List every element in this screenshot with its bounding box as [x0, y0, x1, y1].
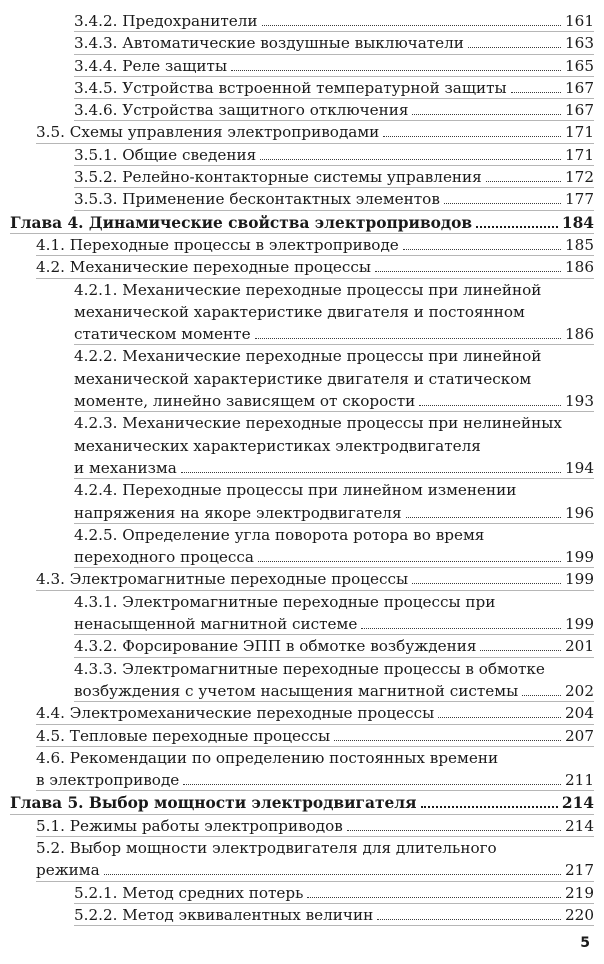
- toc-entry[interactable]: [36, 747, 594, 792]
- toc-page-number: 199: [565, 570, 594, 589]
- toc-entry-title: 4.6. Рекомендации по определению постоянных времени: [36, 748, 499, 767]
- toc-entry[interactable]: [74, 99, 594, 121]
- dot-leader: [476, 226, 558, 228]
- toc-entry[interactable]: [74, 345, 594, 412]
- toc-page-number: 217: [565, 861, 594, 880]
- toc-entry-line: [74, 479, 594, 501]
- toc-entry-title: 5.2. Выбор мощности электродвигателя для длительного: [36, 838, 497, 857]
- toc-entry[interactable]: [74, 10, 594, 32]
- dot-leader: [347, 830, 561, 831]
- toc-entry-line: [10, 212, 594, 234]
- toc-page-number: 193: [565, 392, 594, 411]
- toc-entry-line: [74, 99, 594, 121]
- toc-entry-title: 3.4.4. Реле защиты: [74, 56, 228, 75]
- toc-entry-title: 4.5. Тепловые переходные процессы: [36, 726, 331, 745]
- toc-page-number: 196: [565, 503, 594, 522]
- toc-entry[interactable]: [74, 166, 594, 188]
- toc-entry[interactable]: [36, 234, 594, 256]
- toc-entry[interactable]: [74, 55, 594, 77]
- toc-entry-title: 5.1. Режимы работы электроприводов: [36, 816, 343, 835]
- dot-leader: [262, 25, 562, 26]
- toc-page-number: 204: [565, 704, 594, 723]
- toc-entry-line: [36, 234, 594, 256]
- toc-entry-line: [74, 390, 594, 412]
- toc-entry-title: и механизма: [74, 458, 177, 477]
- toc-entry-title: Глава 5. Выбор мощности электродвигателя: [10, 794, 417, 813]
- toc-entry-title: 3.5.2. Релейно-контакторные системы управления: [74, 168, 482, 187]
- toc-entry-title: 3.5. Схемы управления электроприводами: [36, 123, 380, 142]
- toc-page-number: 184: [561, 213, 594, 232]
- toc-page-number: 207: [565, 726, 594, 745]
- toc-entry-title: механических характеристиках электродвигателя: [74, 436, 481, 455]
- toc-entry-title: 4.2.2. Механические переходные процессы при линейной: [74, 347, 542, 366]
- toc-page-number: 171: [565, 123, 594, 142]
- toc-chapter[interactable]: [10, 792, 594, 814]
- toc-entry-line: [36, 837, 594, 859]
- toc-entry-line: [74, 323, 594, 345]
- toc-entry-line: [36, 769, 594, 791]
- toc-page-number: 199: [565, 548, 594, 567]
- toc-entry-title: 3.5.1. Общие сведения: [74, 145, 257, 164]
- dot-leader: [511, 92, 561, 93]
- toc-page-number: 185: [565, 235, 594, 254]
- toc-entry-line: [74, 502, 594, 524]
- toc-entry-title: механической характеристике двигателя и статическом: [74, 369, 532, 388]
- toc-page-number: 201: [565, 637, 594, 656]
- toc-entry-line: [36, 815, 594, 837]
- toc-entry-title: возбуждения с учетом насыщения магнитной системы: [74, 681, 519, 700]
- dot-leader: [480, 650, 561, 651]
- dot-leader: [258, 561, 561, 562]
- dot-leader: [412, 583, 561, 584]
- dot-leader: [412, 114, 561, 115]
- toc-entry-title: механической характеристике двигателя и постоянном: [74, 302, 525, 321]
- toc-entry-line: [74, 10, 594, 32]
- toc-entry-line: [74, 882, 594, 904]
- toc-entry-line: [10, 792, 594, 814]
- dot-leader: [419, 405, 561, 406]
- row-divider: [36, 790, 594, 791]
- toc-entry-line: [74, 345, 594, 367]
- toc-chapter[interactable]: [10, 212, 594, 234]
- toc-entry-title: 4.1. Переходные процессы в электроприводе: [36, 235, 399, 254]
- toc-entry-line: [74, 301, 594, 323]
- toc-entry-title: 4.4. Электромеханические переходные процессы: [36, 704, 435, 723]
- toc-entry-title: 4.3.1. Электромагнитные переходные процессы при: [74, 592, 496, 611]
- dot-leader: [183, 784, 561, 785]
- toc-entry[interactable]: [74, 591, 594, 636]
- toc-entry-title: 4.2.1. Механические переходные процессы при линейной: [74, 280, 542, 299]
- toc-entry-line: [36, 859, 594, 881]
- toc-page-number: 163: [565, 34, 594, 53]
- toc-entry-line: [74, 613, 594, 635]
- dot-leader: [361, 628, 561, 629]
- toc-entry[interactable]: [36, 815, 594, 837]
- toc-entry[interactable]: [36, 725, 594, 747]
- toc-entry[interactable]: [36, 121, 594, 143]
- toc-entry-line: [36, 725, 594, 747]
- toc-page-number: 219: [565, 883, 594, 902]
- dot-leader: [231, 70, 561, 71]
- toc-entry[interactable]: [74, 524, 594, 569]
- toc-entry[interactable]: [74, 412, 594, 479]
- toc-page-number: 172: [565, 168, 594, 187]
- toc-page-number: 165: [565, 56, 594, 75]
- toc-entry-title: 3.4.5. Устройства встроенной температурной защиты: [74, 78, 507, 97]
- toc-entry[interactable]: [36, 702, 594, 724]
- dot-leader: [307, 897, 561, 898]
- toc-entry[interactable]: [74, 479, 594, 524]
- toc-page-number: 194: [565, 458, 594, 477]
- toc-page-number: 177: [565, 190, 594, 209]
- dot-leader: [406, 517, 561, 518]
- toc-entry-title: ненасыщенной магнитной системе: [74, 615, 358, 634]
- toc-entry[interactable]: [74, 904, 594, 926]
- toc-entry-line: [74, 55, 594, 77]
- toc-entry-title: 3.4.6. Устройства защитного отключения: [74, 101, 409, 120]
- toc-entry-title: 3.5.3. Применение бесконтактных элементов: [74, 190, 440, 209]
- toc-entry[interactable]: [74, 279, 594, 346]
- toc-entry-line: [74, 144, 594, 166]
- toc-page-number: 186: [565, 325, 594, 344]
- toc-entry-line: [74, 166, 594, 188]
- toc-entry-line: [36, 747, 594, 769]
- toc-entry-line: [74, 368, 594, 390]
- row-divider: [74, 210, 594, 211]
- toc-entry-line: [74, 457, 594, 479]
- toc-page-number: 202: [565, 681, 594, 700]
- toc-entry-line: [74, 279, 594, 301]
- toc-entry[interactable]: [74, 658, 594, 703]
- toc-entry-title: 3.4.3. Автоматические воздушные выключатели: [74, 34, 464, 53]
- dot-leader: [522, 695, 561, 696]
- toc-page-number: 171: [565, 145, 594, 164]
- dot-leader: [438, 717, 561, 718]
- toc-entry-title: моменте, линейно зависящем от скорости: [74, 392, 416, 411]
- toc-entry-title: 4.3. Электромагнитные переходные процессы: [36, 570, 409, 589]
- toc-entry-line: [74, 524, 594, 546]
- toc-entry[interactable]: [74, 882, 594, 904]
- toc-entry-line: [74, 77, 594, 99]
- toc-entry-line: [74, 546, 594, 568]
- toc-entry[interactable]: [74, 144, 594, 166]
- dot-leader: [377, 919, 561, 920]
- dot-leader: [421, 806, 558, 808]
- toc-page-number: 167: [565, 101, 594, 120]
- toc-page-number: 199: [565, 615, 594, 634]
- toc-entry-line: [36, 568, 594, 590]
- toc-entry-line: [74, 435, 594, 457]
- toc-entry-title: 5.2.1. Метод средних потерь: [74, 883, 304, 902]
- page-number: 5: [580, 935, 590, 951]
- toc-page-number: 186: [565, 258, 594, 277]
- dot-leader: [486, 181, 561, 182]
- toc-entry-title: 4.2. Механические переходные процессы: [36, 258, 371, 277]
- dot-leader: [334, 740, 561, 741]
- toc-entry-line: [36, 702, 594, 724]
- toc-entry-title: режима: [36, 861, 100, 880]
- toc-entry-title: 4.3.3. Электромагнитные переходные процессы в обмотке: [74, 659, 545, 678]
- toc-entry[interactable]: [74, 32, 594, 54]
- toc-entry-line: [36, 256, 594, 278]
- toc-entry-title: 4.2.3. Механические переходные процессы при нелинейных: [74, 414, 562, 433]
- toc-entry-line: [74, 32, 594, 54]
- toc-page-number: 161: [565, 12, 594, 30]
- toc-entry[interactable]: [74, 188, 594, 210]
- toc-entry-title: 4.2.4. Переходные процессы при линейном изменении: [74, 481, 517, 500]
- toc-entry-line: [74, 188, 594, 210]
- dot-leader: [444, 203, 561, 204]
- toc-page-number: 167: [565, 78, 594, 97]
- toc-entry[interactable]: [36, 568, 594, 590]
- toc-page-number: 214: [565, 816, 594, 835]
- toc-entry-line: [74, 412, 594, 434]
- dot-leader: [383, 136, 561, 137]
- toc-entry-title: 3.4.2. Предохранители: [74, 12, 258, 30]
- table-of-contents: [10, 10, 594, 926]
- toc-page-number: 211: [565, 771, 594, 790]
- toc-page-number: 214: [561, 794, 594, 813]
- toc-entry-title: напряжения на якоре электродвигателя: [74, 503, 402, 522]
- toc-entry-line: [74, 658, 594, 680]
- toc-page-number: 220: [565, 905, 594, 924]
- toc-entry-title: Глава 4. Динамические свойства электроприводов: [10, 213, 473, 232]
- dot-leader: [104, 874, 561, 875]
- toc-entry-title: статическом моменте: [74, 325, 251, 344]
- toc-entry-title: 4.2.5. Определение угла поворота ротора во время: [74, 525, 485, 544]
- dot-leader: [375, 271, 561, 272]
- toc-entry[interactable]: [36, 837, 594, 882]
- toc-entry-line: [74, 680, 594, 702]
- toc-entry-line: [74, 904, 594, 926]
- toc-entry[interactable]: [74, 635, 594, 657]
- dot-leader: [255, 338, 561, 339]
- dot-leader: [468, 47, 561, 48]
- toc-entry-line: [36, 121, 594, 143]
- toc-entry-line: [74, 635, 594, 657]
- toc-entry-title: 4.3.2. Форсирование ЭПП в обмотке возбуждения: [74, 637, 477, 656]
- dot-leader: [181, 472, 561, 473]
- toc-entry-title: переходного процесса: [74, 548, 254, 567]
- row-divider: [74, 925, 594, 926]
- toc-entry-line: [74, 591, 594, 613]
- dot-leader: [403, 249, 561, 250]
- dot-leader: [260, 159, 561, 160]
- toc-entry[interactable]: [74, 77, 594, 99]
- toc-entry[interactable]: [36, 256, 594, 278]
- toc-entry-title: 5.2.2. Метод эквивалентных величин: [74, 905, 374, 924]
- toc-entry-title: в электроприводе: [36, 771, 180, 790]
